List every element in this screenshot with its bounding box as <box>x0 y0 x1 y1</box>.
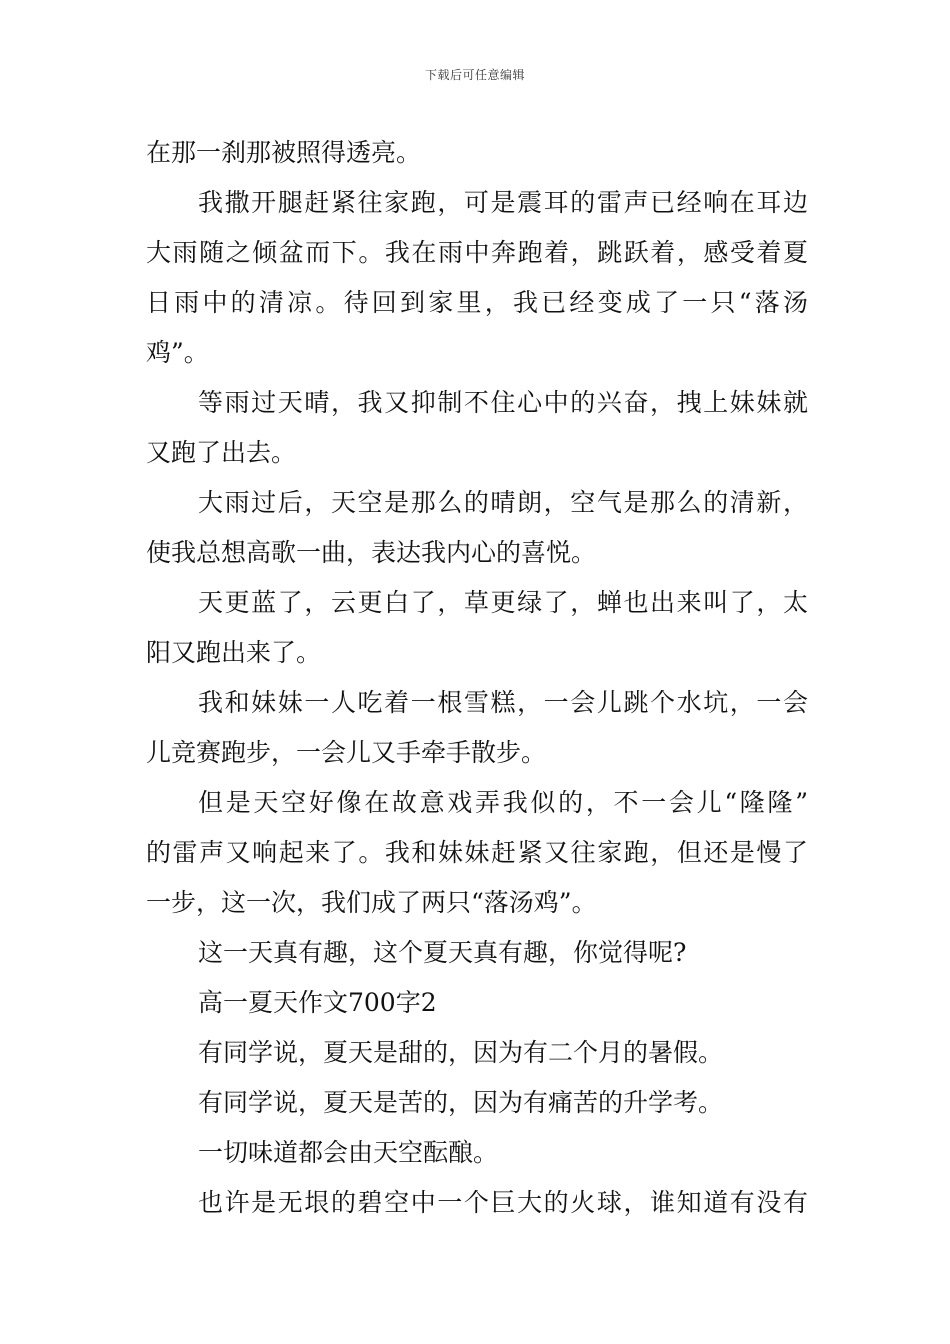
text-line: 儿竞赛跑步，一会儿又手牵手散步。 <box>146 738 547 767</box>
text-line: 但是天空好像在故意戏弄我似的，不一会儿“隆隆” <box>198 788 808 817</box>
text-line: 等雨过天晴，我又抑制不住心中的兴奋，拽上妹妹就 <box>198 388 808 417</box>
text-line: 我撒开腿赶紧往家跑，可是震耳的雷声已经响在耳边 <box>198 188 808 217</box>
section-heading: 高一夏天作文700字2 <box>198 988 437 1017</box>
text-line: 这一天真有趣，这个夏天真有趣，你觉得呢? <box>198 938 687 967</box>
text-line: 阳又跑出来了。 <box>146 638 322 667</box>
text-line: 有同学说，夏天是甜的，因为有二个月的暑假。 <box>198 1038 724 1067</box>
text-line: 鸡”。 <box>146 338 209 367</box>
document-body <box>146 128 808 1228</box>
text-line: 一步，这一次，我们成了两只“落汤鸡”。 <box>146 888 597 917</box>
text-line: 我和妹妹一人吃着一根雪糕，一会儿跳个水坑，一会 <box>198 688 808 717</box>
text-line: 使我总想高歌一曲，表达我内心的喜悦。 <box>146 538 597 567</box>
text-line: 在那一刹那被照得透亮。 <box>146 138 422 167</box>
text-line: 日雨中的清凉。待回到家里，我已经变成了一只“落汤 <box>146 288 808 317</box>
text-line: 又跑了出去。 <box>146 438 297 467</box>
text-line: 也许是无垠的碧空中一个巨大的火球，谁知道有没有 <box>198 1188 808 1217</box>
text-line: 大雨过后，天空是那么的晴朗，空气是那么的清新， <box>198 488 808 517</box>
text-line: 大雨随之倾盆而下。我在雨中奔跑着，跳跃着，感受着夏 <box>146 238 808 267</box>
page-header: 下载后可任意编辑 <box>424 68 525 82</box>
text-line: 有同学说，夏天是苦的，因为有痛苦的升学考。 <box>198 1088 724 1117</box>
text-line: 一切味道都会由天空酝酿。 <box>198 1138 499 1167</box>
text-line: 天更蓝了，云更白了，草更绿了，蝉也出来叫了，太 <box>198 588 808 617</box>
text-line: 的雷声又响起来了。我和妹妹赶紧又往家跑，但还是慢了 <box>146 838 808 867</box>
